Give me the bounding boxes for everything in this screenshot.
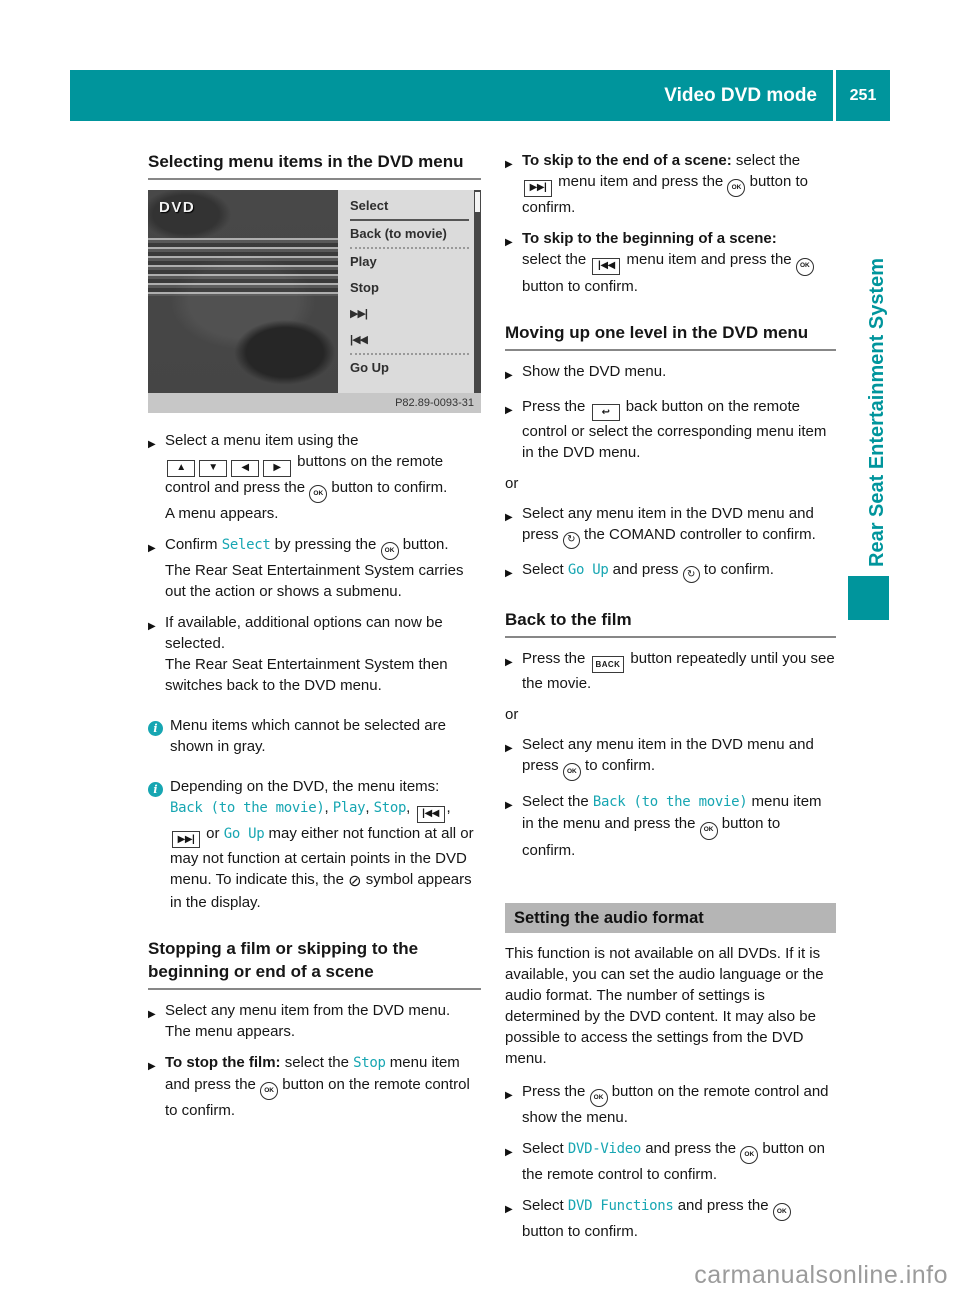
page-header-bar [70,70,890,121]
bullet-text [522,559,836,584]
bullet-text [165,534,481,602]
ok-button-icon: OK [260,1082,278,1100]
text-run: button. [398,535,449,553]
text-run: Select [522,1197,568,1214]
menu-item-code-text: Back (to the movie) [170,800,325,816]
dvd-menu-item: Back (to movie) [350,221,469,249]
menu-item-code-text: DVD-Video [567,1140,642,1157]
text-run: If available, additional options can now be selected. [165,614,443,652]
text-run: button on the remote control to confirm. [522,1139,825,1183]
chapter-sidebar-label: Rear Seat Entertainment System [866,257,888,567]
section-heading: Back to the film [505,608,836,638]
menu-item-code-text: Select [221,536,271,553]
menu-item-code-text: Stop [373,800,407,816]
bullet-arrow-icon: ▶ [505,743,513,754]
text-run: button repeatedly until you see the movie. [522,649,835,692]
ok-button-icon: OK [700,822,718,840]
instruction-bullet [505,734,836,781]
ok-button-icon: OK [740,1146,758,1164]
text-run: button to confirm. [522,815,781,859]
text-run: buttons on the remote control and press the [165,453,444,496]
paragraph [505,943,836,1069]
text-run: menu item and press the [554,173,728,190]
bullet-text [522,396,836,464]
text-run: Press the [522,649,590,667]
watermark-text: carmanualsonline.info [694,1261,948,1289]
bullet-text [522,1138,836,1185]
text-run: Select [522,560,568,578]
section-heading: Stopping a film or skipping to the beginning or end of a scene [148,937,481,990]
bullet-arrow-icon: ▶ [505,512,513,523]
text-run: Depending on the DVD, the menu items: [170,778,440,795]
bold-text: To skip to the end of a scene: [522,152,732,169]
dvd-menu-item: Select [350,193,469,221]
bullet-text [522,791,836,860]
text-run: button to confirm. [522,173,808,217]
scrollbar [474,190,481,393]
bullet-arrow-icon: ▶ [505,1089,513,1101]
section-heading: Moving up one level in the DVD menu [505,321,836,351]
text-run: and press the [641,1139,741,1157]
bullet-arrow-icon: ▶ [505,800,513,812]
bullet-text [522,361,836,386]
menu-item-code-text: Go Up [223,825,265,842]
bullet-arrow-icon: ▶ [505,1146,513,1158]
dvd-menu-item: Go Up [350,360,389,375]
instruction-bullet [505,228,836,296]
bullet-text [165,612,481,696]
comand-controller-icon: ↻ [683,566,700,583]
or-connector: or [505,706,519,723]
or-connector: or [505,475,519,492]
bullet-text [522,1195,836,1242]
bullet-text [522,503,836,549]
bullet-arrow-icon: ▶ [148,621,156,632]
info-note [148,776,481,913]
instruction-bullet [505,361,836,386]
chapter-tab-marker [848,576,889,620]
bullet-arrow-icon: ▶ [505,1204,513,1215]
ok-button-icon: OK [796,258,814,276]
instruction-bullet [148,430,481,524]
dvd-video-area [148,190,338,393]
bullet-text [522,734,836,781]
text-run: , [406,799,415,816]
text-run: The menu appears. [165,1023,296,1040]
bold-text: To stop the film: [165,1054,281,1071]
bullet-text [165,430,481,524]
text-run: button to confirm. [522,1223,638,1241]
dvd-screen-label: DVD [159,199,196,216]
skip-back-key-icon: |◀◀ [592,258,620,275]
menu-item-code-text: Play [332,800,366,816]
menu-item-code-text: DVD Functions [567,1198,674,1214]
text-run: menu item and press the [622,251,796,269]
instruction-bullet [148,1052,481,1121]
bullet-text [522,228,836,296]
left-column [148,150,481,1131]
text-run: symbol appears in the display. [170,871,472,911]
instruction-bullet [505,1081,836,1128]
instruction-bullet [505,648,836,695]
page-number: 251 [849,87,877,104]
text-run: button to confirm. [522,277,638,295]
up-arrow-key-icon: ▲ [167,460,195,477]
text-run: Press the [522,1082,590,1100]
skip-forward-key-icon: ▶▶| [524,180,552,197]
text-run: select the [280,1054,354,1071]
menu-item-code-text: Stop [353,1055,386,1071]
text-run: to confirm. [580,757,656,774]
instruction-bullet [505,503,836,549]
info-icon: i [148,782,163,797]
text-run: The Rear Seat Entertainment System then switches back to the DVD menu. [165,656,448,694]
back-button-key-icon: BACK [592,656,625,673]
skip-back-icon: |◀◀ [350,327,469,355]
down-arrow-key-icon: ▼ [199,460,227,477]
text-run: select the [731,152,801,169]
text-run: Confirm [165,535,222,553]
back-key-icon: ↩ [592,404,620,421]
text-run: menu item and press the [165,1054,460,1093]
text-run: This function is not available on all DVDs. If it is available, you can set the audio language or the audio format. The number of settings is determined by the DVD content. It may also be possible to access the settings from the DVD menu. [505,944,824,1067]
bullet-text [165,1000,481,1042]
text-run: and press [608,560,683,578]
ok-button-icon: OK [727,179,745,197]
instruction-bullet [148,612,481,696]
text-run: Select the [522,793,593,811]
text-run: menu item in the menu and press the [522,793,822,833]
bold-text: To skip to the beginning of a scene: [522,230,777,248]
text-run: button to confirm. [327,478,448,496]
ok-button-icon: OK [309,485,327,503]
text-run: Show the DVD menu. [522,362,667,380]
text-run: , [446,799,451,816]
text-run: The Rear Seat Entertainment System carries out the action or shows a submenu. [165,562,464,600]
text-run: Select any menu item in the DVD menu and press [522,736,814,774]
dvd-menu-panel [338,190,481,393]
text-run: Select a menu item using the [165,432,359,449]
not-available-symbol-icon: ⊘ [348,873,362,890]
page-title: Video DVD mode [664,85,817,106]
instruction-bullet [505,1138,836,1185]
text-run: or [202,824,224,842]
figure-caption: P82.89-0093-31 [148,393,481,413]
ok-button-icon: OK [563,763,581,781]
menu-item-code-text: Go Up [567,561,609,578]
instruction-bullet [505,396,836,464]
ok-button-icon: OK [590,1089,608,1107]
instruction-bullet [505,1195,836,1242]
text-run: the COMAND controller to confirm. [579,526,816,543]
bullet-arrow-icon: ▶ [148,439,156,450]
ok-button-icon: OK [381,542,399,560]
text-run: Menu items which cannot be selected are shown in gray. [170,717,446,755]
instruction-bullet [148,534,481,602]
bullet-arrow-icon: ▶ [505,656,513,668]
text-run: by pressing the [270,535,381,553]
dvd-menu-screenshot [148,190,481,413]
text-run: , [365,799,374,816]
bullet-arrow-icon: ▶ [505,404,513,416]
scrollbar-thumb [475,192,480,212]
skip-forward-key-icon: ▶▶| [172,831,200,848]
menu-item-code-text: Back (to the movie) [592,794,748,811]
text-run: and press the [673,1197,773,1214]
text-run: Select [522,1139,568,1157]
instruction-bullet [505,791,836,860]
bullet-text [522,1081,836,1128]
bullet-arrow-icon: ▶ [148,1009,156,1020]
section-heading: Selecting menu items in the DVD menu [148,150,481,180]
boxed-section-heading: Setting the audio format [505,903,836,933]
skip-forward-icon: ▶▶| [350,308,367,320]
left-arrow-key-icon: ◀ [231,460,259,477]
text-run: Select any menu item in the DVD menu and press [522,505,814,543]
info-note [148,715,481,757]
text-run: A menu appears. [165,504,279,522]
text-run: Press the [522,397,590,415]
text-run: back button on the remote control or select the corresponding menu item in the DVD menu. [522,397,827,461]
video-streaks [148,238,338,296]
text-run: select the [522,251,591,269]
instruction-bullet [148,1000,481,1042]
instruction-bullet [505,150,836,218]
right-arrow-key-icon: ▶ [263,460,291,477]
text-run: , [324,799,333,816]
right-column [505,150,836,1252]
ok-button-icon: OK [773,1203,791,1221]
text-run: to confirm. [699,560,774,578]
text-run: may either not function at all or may not function at certain points in the DVD menu. To indicate this, the [170,824,474,888]
bullet-arrow-icon: ▶ [505,237,513,249]
bullet-arrow-icon: ▶ [505,369,513,381]
bullet-arrow-icon: ▶ [505,159,513,170]
bullet-arrow-icon: ▶ [148,1061,156,1072]
instruction-bullet [505,559,836,584]
bullet-text [522,648,836,695]
bullet-arrow-icon: ▶ [148,542,156,554]
dvd-menu-item: Stop [350,280,379,295]
text-run: Select any menu item from the DVD menu. [165,1002,451,1019]
text-run: button on the remote control and show the menu. [522,1082,829,1126]
dvd-menu-list [338,190,481,381]
bullet-text [522,150,836,218]
bullet-text [165,1052,481,1121]
dvd-menu-item: Play [350,254,377,269]
text-run: button on the remote control to confirm. [165,1076,470,1120]
comand-controller-icon: ↻ [563,532,580,549]
info-icon: i [148,721,163,736]
bullet-arrow-icon: ▶ [505,567,513,579]
skip-back-key-icon: |◀◀ [417,806,445,823]
